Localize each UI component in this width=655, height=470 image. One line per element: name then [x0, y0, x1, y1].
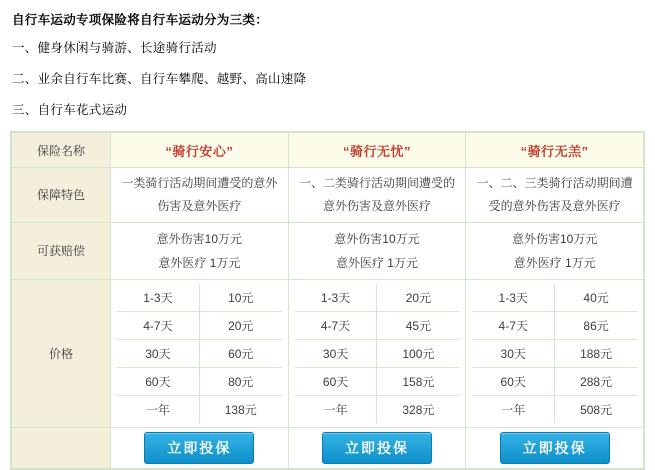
- plan-2-price-period-4: 60天: [295, 367, 377, 395]
- plan-3-price-period-1: 1-3天: [472, 284, 554, 312]
- page-title: 自行车运动专项保险将自行车运动分为三类：: [12, 13, 269, 27]
- plan-1-price-amount-4: 80元: [199, 367, 281, 395]
- plan-2-price-period-5: 一年: [295, 395, 377, 423]
- plan-2-price-amount-5: 328元: [377, 395, 459, 423]
- table-row: [295, 311, 460, 339]
- plan-3-price-period-4: 60天: [472, 367, 554, 395]
- table-row-plan-names: [12, 133, 644, 168]
- plan-1-name: “骑行安心”: [165, 143, 234, 159]
- plan-3-price-amount-1: 40元: [555, 284, 637, 312]
- buy-button-plan-1[interactable]: 立即投保: [144, 432, 254, 464]
- plan-2-name-cell: [288, 133, 466, 168]
- plan-1-name-cell: [111, 133, 289, 168]
- plan-2-price-period-3: 30天: [295, 339, 377, 367]
- plan-3-buy-cell: [466, 427, 644, 468]
- plan-1-price-period-5: 一年: [117, 395, 199, 423]
- plan-1-price-amount-1: 10元: [199, 284, 281, 312]
- plan-1-price-period-2: 4-7天: [117, 311, 199, 339]
- table-row: [295, 284, 460, 312]
- plan-2-claim-line2: 意外医疗 1万元: [335, 255, 418, 270]
- plan-3-price-amount-2: 86元: [555, 311, 637, 339]
- plan-3-price-period-3: 30天: [472, 339, 554, 367]
- intro-item-1: 一、健身休闲与骑游、长途骑行活动: [12, 41, 217, 55]
- plan-2-price-amount-1: 20元: [377, 284, 459, 312]
- row-label-feature: 保障特色: [12, 168, 111, 223]
- table-row-claims: [12, 222, 644, 279]
- plan-2-price-amount-4: 158元: [377, 367, 459, 395]
- plan-1-claim: [111, 222, 289, 279]
- plans-table: [11, 132, 644, 469]
- plan-3-name-cell: [466, 133, 644, 168]
- plan-1-feature: 一类骑行活动期间遭受的意外伤害及意外医疗: [111, 168, 289, 223]
- plan-1-price-amount-3: 60元: [199, 339, 281, 367]
- table-row: [472, 395, 637, 423]
- plan-3-feature: 一、二、三类骑行活动期间遭受的意外伤害及意外医疗: [466, 168, 644, 223]
- plan-2-buy-cell: [288, 427, 466, 468]
- table-row: [117, 395, 282, 423]
- table-row: [295, 339, 460, 367]
- table-row-features: [12, 168, 644, 223]
- plan-3-price-amount-4: 288元: [555, 367, 637, 395]
- plan-1-buy-cell: [111, 427, 289, 468]
- plan-1-price-amount-5: 138元: [199, 395, 281, 423]
- plan-3-claim-line1: 意外伤害10万元: [511, 231, 598, 246]
- plan-2-price-period-2: 4-7天: [295, 311, 377, 339]
- plan-3-claim: [466, 222, 644, 279]
- plan-1-claim-line2: 意外医疗 1万元: [158, 255, 241, 270]
- buy-button-plan-3[interactable]: 立即投保: [500, 432, 610, 464]
- table-row: [472, 284, 637, 312]
- plan-2-name: “骑行无忧”: [342, 143, 411, 159]
- table-row: [117, 284, 282, 312]
- table-row: [117, 367, 282, 395]
- buy-button-plan-2[interactable]: 立即投保: [322, 432, 432, 464]
- table-row: [472, 367, 637, 395]
- plan-3-price-amount-3: 188元: [555, 339, 637, 367]
- plan-2-claim: [288, 222, 466, 279]
- plans-table-wrapper: [10, 131, 645, 470]
- row-label-name: 保险名称: [12, 133, 111, 168]
- plan-2-price-block: [288, 279, 466, 427]
- table-row: [295, 395, 460, 423]
- plan-1-price-table: [117, 284, 282, 423]
- plan-1-price-period-3: 30天: [117, 339, 199, 367]
- plan-1-price-amount-2: 20元: [199, 311, 281, 339]
- plan-3-price-amount-5: 508元: [555, 395, 637, 423]
- row-label-buy-empty: [12, 427, 111, 468]
- plan-1-price-period-1: 1-3天: [117, 284, 199, 312]
- plan-1-price-block: [111, 279, 289, 427]
- table-row: [472, 339, 637, 367]
- intro-item-2: 二、业余自行车比赛、自行车攀爬、越野、高山速降: [12, 72, 307, 86]
- table-row-buy-buttons: [12, 427, 644, 468]
- row-label-claim: 可获赔偿: [12, 222, 111, 279]
- plan-1-claim-line1: 意外伤害10万元: [156, 231, 242, 246]
- table-row-prices: [12, 279, 644, 427]
- table-row: [117, 339, 282, 367]
- plan-3-price-period-5: 一年: [472, 395, 554, 423]
- plan-3-name: “骑行无羔”: [520, 143, 589, 159]
- plan-1-price-period-4: 60天: [117, 367, 199, 395]
- plan-3-claim-line2: 意外医疗 1万元: [513, 255, 596, 270]
- row-label-price: 价格: [12, 279, 111, 427]
- plan-2-price-amount-2: 45元: [377, 311, 459, 339]
- plan-3-price-period-2: 4-7天: [472, 311, 554, 339]
- plan-2-price-period-1: 1-3天: [295, 284, 377, 312]
- plan-3-price-table: [472, 284, 637, 423]
- intro-item-3: 三、自行车花式运动: [12, 103, 128, 117]
- plan-2-claim-line1: 意外伤害10万元: [334, 231, 420, 246]
- plan-2-price-amount-3: 100元: [377, 339, 459, 367]
- table-row: [117, 311, 282, 339]
- table-row: [472, 311, 637, 339]
- plan-3-price-block: [466, 279, 644, 427]
- plan-2-price-table: [295, 284, 460, 423]
- table-row: [295, 367, 460, 395]
- plan-2-feature: 一、二类骑行活动期间遭受的意外伤害及意外医疗: [288, 168, 466, 223]
